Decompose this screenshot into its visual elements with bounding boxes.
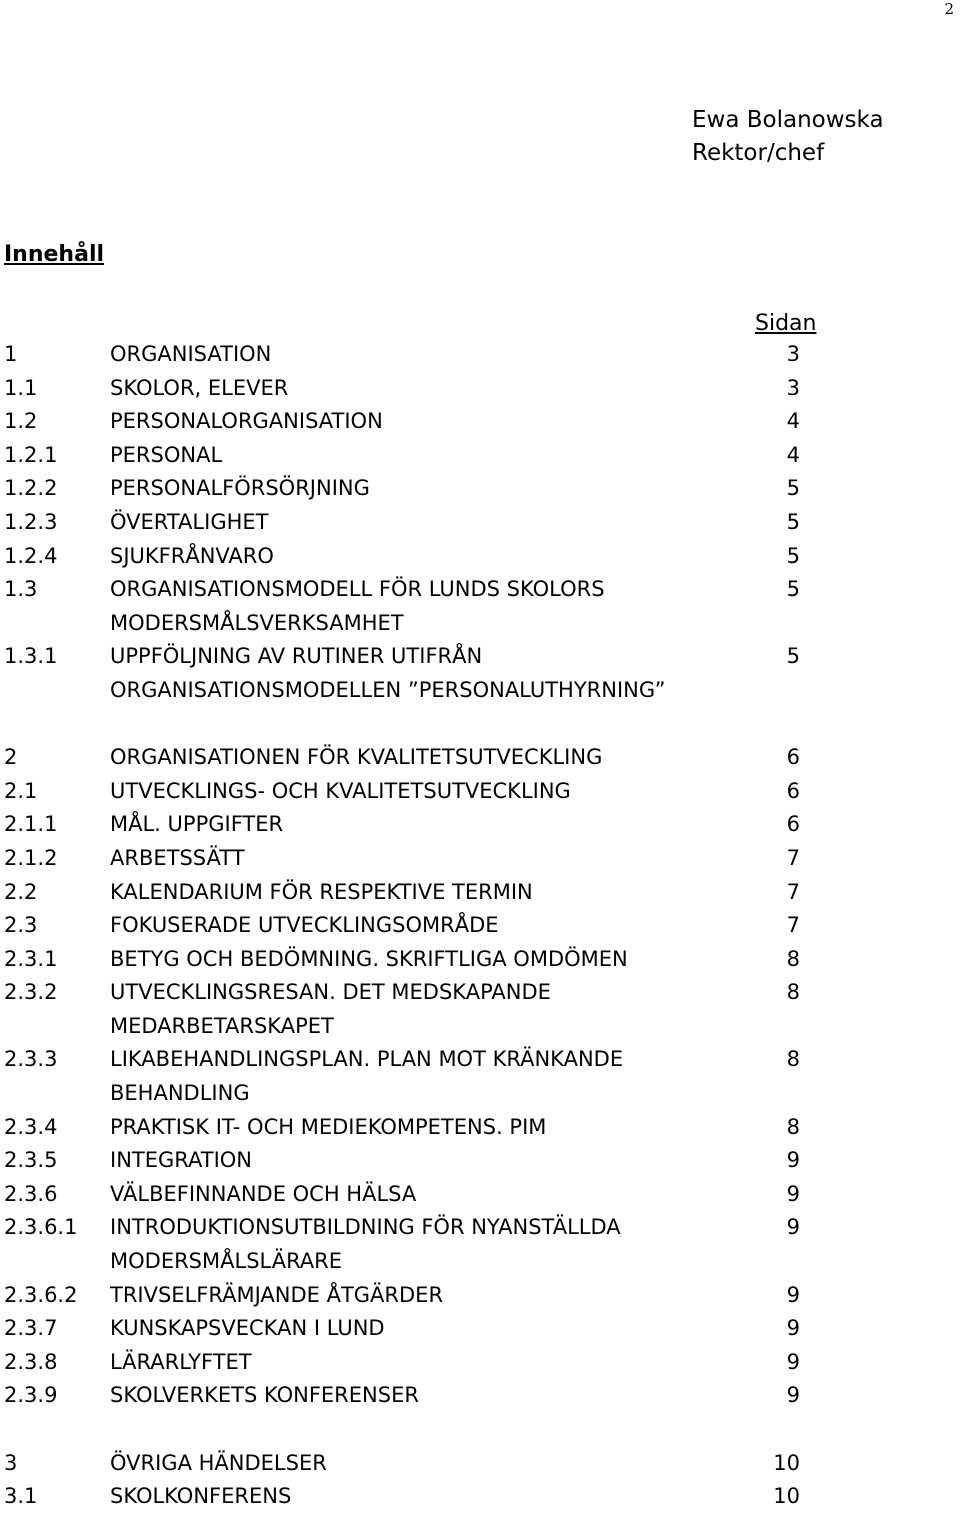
toc-entry-number: 3.1 (4, 1484, 38, 1509)
toc-entry-page: 9 (786, 1215, 800, 1240)
toc-entry-number: 2 (4, 745, 18, 770)
toc-entry-page: 10 (773, 1484, 800, 1509)
toc-entry-number: 2.3.7 (4, 1316, 58, 1341)
toc-entry[interactable] (4, 741, 864, 775)
toc-entry-number: 2.3.8 (4, 1349, 58, 1374)
toc-entry-number: 3 (4, 1450, 18, 1475)
toc-entry-title: UTVECKLINGSRESAN. DET MEDSKAPANDE (110, 980, 551, 1005)
toc-entry[interactable] (4, 540, 864, 574)
toc-entry[interactable] (4, 1447, 864, 1481)
toc-entry-title: ORGANISATION (110, 342, 272, 366)
page-number: 2 (944, 0, 954, 18)
toc-entry-continuation[interactable] (4, 1077, 864, 1111)
toc-entry-title: MODERSMÅLSLÄRARE (110, 1249, 343, 1274)
toc-entry-page (760, 1010, 800, 1044)
toc-entry-number: 2.3 (4, 913, 38, 938)
toc-entry-title: FOKUSERADE UTVECKLINGSOMRÅDE (110, 913, 499, 938)
toc-entry-number: 2.2 (4, 879, 38, 904)
toc-entry-title: ORGANISATIONEN FÖR KVALITETSUTVECKLING (110, 745, 603, 770)
toc-entry-page (760, 607, 800, 641)
toc-entry-number (4, 607, 110, 641)
toc-entry-number (4, 1245, 110, 1279)
toc-entry-title: TRIVSELFRÄMJANDE ÅTGÄRDER (110, 1282, 444, 1307)
toc-entry-page: 9 (786, 1282, 800, 1307)
toc-entry-number: 1.2.2 (4, 476, 58, 501)
toc-entry-number: 1.3 (4, 577, 38, 602)
toc-entry-title: INTRODUKTIONSUTBILDNING FÖR NYANSTÄLLDA (110, 1215, 621, 1240)
toc-entry-number (4, 1010, 110, 1044)
table-of-contents (4, 338, 864, 1514)
toc-entry-page: 6 (786, 812, 800, 837)
toc-entry[interactable] (4, 573, 864, 607)
toc-entry-title: LÄRARLYFTET (110, 1349, 252, 1374)
toc-entry-number: 2.3.6 (4, 1181, 58, 1206)
toc-entry-title: MODERSMÅLSVERKSAMHET (110, 610, 404, 635)
toc-entry-number: 2.3.6.2 (4, 1282, 78, 1307)
toc-entry[interactable] (4, 640, 864, 674)
toc-entry-number: 1.2.1 (4, 442, 58, 467)
toc-entry[interactable] (4, 439, 864, 473)
toc-entry-page: 3 (786, 375, 800, 400)
toc-entry-continuation[interactable] (4, 607, 864, 641)
author-block (692, 104, 884, 170)
toc-entry-number: 2.1 (4, 778, 38, 803)
toc-entry[interactable] (4, 1312, 864, 1346)
toc-heading: Innehåll (4, 242, 105, 267)
toc-entry-page (760, 674, 800, 708)
toc-entry-page: 5 (786, 577, 800, 602)
toc-entry-title: LIKABEHANDLINGSPLAN. PLAN MOT KRÄNKANDE (110, 1047, 624, 1072)
toc-entry-page: 10 (773, 1450, 800, 1475)
toc-entry-title: PERSONALFÖRSÖRJNING (110, 476, 370, 501)
toc-entry-page: 6 (786, 745, 800, 770)
toc-entry[interactable] (4, 472, 864, 506)
toc-entry-page: 6 (786, 778, 800, 803)
toc-entry[interactable] (4, 842, 864, 876)
toc-entry-page: 5 (786, 509, 800, 534)
toc-entry-title: ÖVERTALIGHET (110, 509, 269, 534)
toc-entry-title: KALENDARIUM FÖR RESPEKTIVE TERMIN (110, 879, 533, 904)
toc-entry-page: 7 (786, 913, 800, 938)
toc-page-column-label: Sidan (755, 311, 817, 336)
toc-entry[interactable] (4, 1480, 864, 1514)
toc-entry-continuation[interactable] (4, 1245, 864, 1279)
toc-entry-title: ÖVRIGA HÄNDELSER (110, 1450, 327, 1475)
toc-entry-title: ORGANISATIONSMODELLEN ”PERSONALUTHYRNING” (110, 677, 666, 702)
toc-entry-page: 8 (786, 980, 800, 1005)
toc-entry[interactable] (4, 1211, 864, 1245)
toc-entry-title: BEHANDLING (110, 1081, 250, 1106)
toc-entry-title: VÄLBEFINNANDE OCH HÄLSA (110, 1181, 417, 1206)
toc-entry[interactable] (4, 506, 864, 540)
toc-entry[interactable] (4, 1279, 864, 1313)
toc-entry[interactable] (4, 372, 864, 406)
toc-entry[interactable] (4, 775, 864, 809)
toc-entry-title: ARBETSSÄTT (110, 845, 245, 870)
toc-entry-page: 7 (786, 879, 800, 904)
toc-entry-number: 2.3.2 (4, 980, 58, 1005)
toc-entry-page (760, 1077, 800, 1111)
toc-entry-title: KUNSKAPSVECKAN I LUND (110, 1316, 385, 1341)
toc-entry-page: 9 (786, 1148, 800, 1173)
toc-entry-page: 5 (786, 644, 800, 669)
toc-entry-page: 7 (786, 845, 800, 870)
toc-entry-number: 2.3.9 (4, 1383, 58, 1408)
toc-entry-number: 2.3.3 (4, 1047, 58, 1072)
toc-entry-number: 1.2.4 (4, 543, 58, 568)
toc-entry-page: 9 (786, 1349, 800, 1374)
toc-entry[interactable] (4, 976, 864, 1010)
toc-entry-title: MEDARBETARSKAPET (110, 1013, 334, 1038)
toc-entry[interactable] (4, 405, 864, 439)
toc-entry-page: 5 (786, 543, 800, 568)
toc-entry-title: SKOLKONFERENS (110, 1484, 292, 1509)
toc-entry-title: SKOLOR, ELEVER (110, 375, 289, 400)
toc-entry-title: ORGANISATIONSMODELL FÖR LUNDS SKOLORS (110, 577, 605, 602)
toc-entry-page: 9 (786, 1181, 800, 1206)
toc-entry-continuation[interactable] (4, 674, 864, 708)
toc-entry-page: 9 (786, 1383, 800, 1408)
toc-entry-number (4, 1077, 110, 1111)
toc-entry-number (4, 674, 110, 708)
toc-entry-number: 1.2 (4, 409, 38, 434)
toc-entry-title: PERSONALORGANISATION (110, 409, 383, 434)
toc-entry-number: 2.3.4 (4, 1114, 58, 1139)
toc-entry[interactable] (4, 1111, 864, 1145)
toc-entry[interactable] (4, 943, 864, 977)
toc-entry-page: 9 (786, 1316, 800, 1341)
toc-entry-page: 8 (786, 1114, 800, 1139)
toc-entry-number: 2.1.2 (4, 845, 58, 870)
toc-entry[interactable] (4, 338, 864, 372)
toc-entry[interactable] (4, 1379, 864, 1413)
toc-entry-title: PERSONAL (110, 442, 223, 467)
toc-entry-title: PRAKTISK IT- OCH MEDIEKOMPETENS. PIM (110, 1114, 547, 1139)
author-name: Ewa Bolanowska (692, 107, 884, 133)
toc-entry[interactable] (4, 1346, 864, 1380)
author-role: Rektor/chef (692, 140, 825, 166)
toc-entry[interactable] (4, 1043, 864, 1077)
toc-entry-continuation[interactable] (4, 1010, 864, 1044)
toc-entry-number: 1.1 (4, 375, 38, 400)
toc-entry-page: 5 (786, 476, 800, 501)
toc-entry-page: 4 (786, 409, 800, 434)
toc-entry-title: INTEGRATION (110, 1148, 253, 1173)
toc-entry-number: 1.2.3 (4, 509, 58, 534)
toc-entry-title: MÅL. UPPGIFTER (110, 812, 284, 837)
toc-entry-number: 2.3.1 (4, 946, 58, 971)
toc-entry[interactable] (4, 808, 864, 842)
toc-entry[interactable] (4, 1144, 864, 1178)
toc-entry-number: 2.1.1 (4, 812, 58, 837)
toc-entry[interactable] (4, 1178, 864, 1212)
toc-entry[interactable] (4, 876, 864, 910)
toc-entry-title: BETYG OCH BEDÖMNING. SKRIFTLIGA OMDÖMEN (110, 946, 628, 971)
toc-entry-page: 3 (786, 342, 800, 366)
toc-entry-page: 8 (786, 1047, 800, 1072)
toc-entry-page: 8 (786, 946, 800, 971)
toc-entry-page: 4 (786, 442, 800, 467)
toc-entry-number: 1 (4, 342, 18, 366)
toc-entry-title: SKOLVERKETS KONFERENSER (110, 1383, 419, 1408)
toc-entry-title: UPPFÖLJNING AV RUTINER UTIFRÅN (110, 644, 483, 669)
toc-entry-title: UTVECKLINGS- OCH KVALITETSUTVECKLING (110, 778, 571, 803)
toc-entry-number: 2.3.5 (4, 1148, 58, 1173)
toc-entry-page (760, 1245, 800, 1279)
toc-entry-title: SJUKFRÅNVARO (110, 543, 274, 568)
toc-entry-number: 1.3.1 (4, 644, 58, 669)
toc-entry[interactable] (4, 909, 864, 943)
toc-entry-number: 2.3.6.1 (4, 1215, 78, 1240)
